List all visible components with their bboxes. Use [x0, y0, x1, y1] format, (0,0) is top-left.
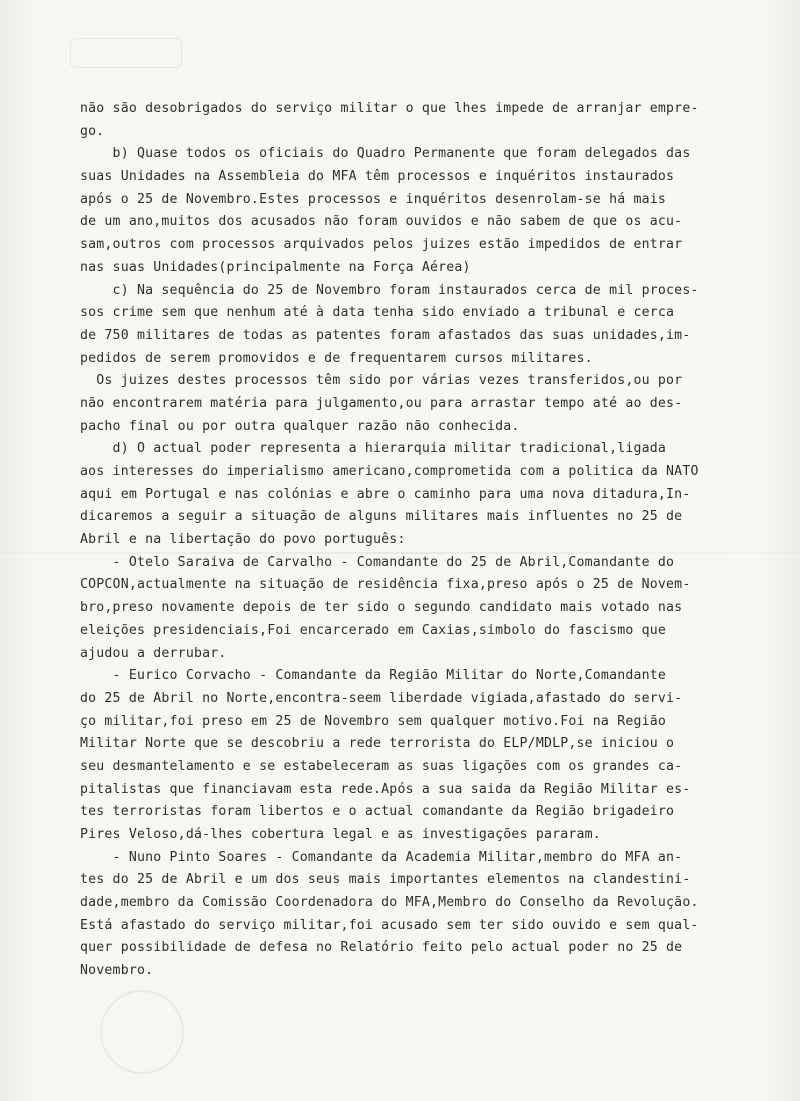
text-line: quer possibilidade de defesa no Relatório feito pelo actual poder no 25 de [80, 940, 683, 956]
text-line: dicaremos a seguir a situação de alguns militares mais influentes no 25 de [80, 509, 683, 525]
text-line: de 750 militares de todas as patentes foram afastados das suas unidades,im- [80, 327, 691, 343]
text-line: Novembro. [80, 963, 154, 979]
text-line: d) O actual poder representa a hierarquia militar tradicional,ligada [80, 441, 667, 457]
text-line: eleições presidenciais,Foi encarcerado em Caxias,simbolo do fascismo que [80, 622, 667, 638]
text-line: pacho final ou por outra qualquer razão não conhecida. [80, 418, 520, 434]
text-line: - Otelo Saraiva de Carvalho - Comandante do 25 de Abril,Comandante do [80, 554, 675, 570]
text-line: pedidos de serem promovidos e de frequentarem cursos militares. [80, 350, 593, 366]
text-line: Pires Veloso,dá-lhes cobertura legal e as investigações pararam. [80, 827, 601, 842]
text-line: pitalistas que financiavam esta rede.Após a sua saida da Região Militar es- [80, 781, 691, 797]
bleed-through-mark [70, 38, 182, 68]
document-body [80, 98, 760, 983]
text-line: - Nuno Pinto Soares - Comandante da Academia Militar,membro do MFA an- [80, 849, 683, 865]
text-line: após o 25 de Novembro.Estes processos e inquéritos desenrolam-se há mais [80, 191, 667, 207]
text-line: de um ano,muitos dos acusados não foram ouvidos e não sabem de que os acu- [80, 214, 683, 230]
text-line: não são desobrigados do serviço militar o que lhes impede de arranjar empre- [80, 101, 699, 116]
text-line: go. [80, 123, 105, 139]
text-line: dade,membro da Comissão Coordenadora do MFA,Membro do Conselho da Revolução. [80, 895, 699, 911]
text-line: aqui em Portugal e nas colónias e abre o caminho para uma nova ditadura,In- [80, 486, 691, 502]
text-line: aos interesses do imperialismo americano,comprometida com a politica da NATO [80, 464, 699, 479]
text-line: sam,outros com processos arquivados pelos juizes estão impedidos de entrar [80, 237, 683, 253]
text-line: tes terroristas foram libertos e o actual comandante da Região brigadeiro [80, 804, 675, 820]
text-line: b) Quase todos os oficiais do Quadro Permanente que foram delegados das [80, 146, 691, 162]
text-line: nas suas Unidades(principalmente na Força Aérea) [80, 259, 471, 275]
text-line: - Eurico Corvacho - Comandante da Região Militar do Norte,Comandante [80, 668, 667, 684]
text-line: não encontrarem matéria para julgamento,ou para arrastar tempo até ao des- [80, 395, 683, 411]
text-line: seu desmantelamento e se estabeleceram as suas ligações com os grandes ca- [80, 758, 683, 774]
text-line: c) Na sequência do 25 de Novembro foram instaurados cerca de mil proces- [80, 282, 699, 298]
text-line: ço militar,foi preso em 25 de Novembro sem qualquer motivo.Foi na Região [80, 713, 667, 729]
text-line: Os juizes destes processos têm sido por várias vezes transferidos,ou por [80, 373, 683, 389]
bleed-through-stamp [100, 990, 184, 1074]
text-line: Abril e na libertação do povo português: [80, 532, 406, 548]
text-line: do 25 de Abril no Norte,encontra-seem liberdade vigiada,afastado do servi- [80, 690, 683, 706]
text-line: ajudou a derrubar. [80, 645, 227, 661]
text-line: suas Unidades na Assembleia do MFA têm processos e inquéritos instaurados [80, 169, 675, 185]
text-line: COPCON,actualmente na situação de residência fixa,preso após o 25 de Novem- [80, 577, 691, 593]
text-line: Militar Norte que se descobriu a rede terrorista do ELP/MDLP,se iniciou o [80, 736, 675, 752]
text-line: sos crime sem que nenhum até à data tenha sido enviado a tribunal e cerca [80, 305, 675, 321]
text-line: tes do 25 de Abril e um dos seus mais importantes elementos na clandestini- [80, 872, 691, 888]
text-line: bro,preso novamente depois de ter sido o segundo candidato mais votado nas [80, 600, 683, 616]
text-line: Está afastado do serviço militar,foi acusado sem ter sido ouvido e sem qual- [80, 917, 699, 933]
